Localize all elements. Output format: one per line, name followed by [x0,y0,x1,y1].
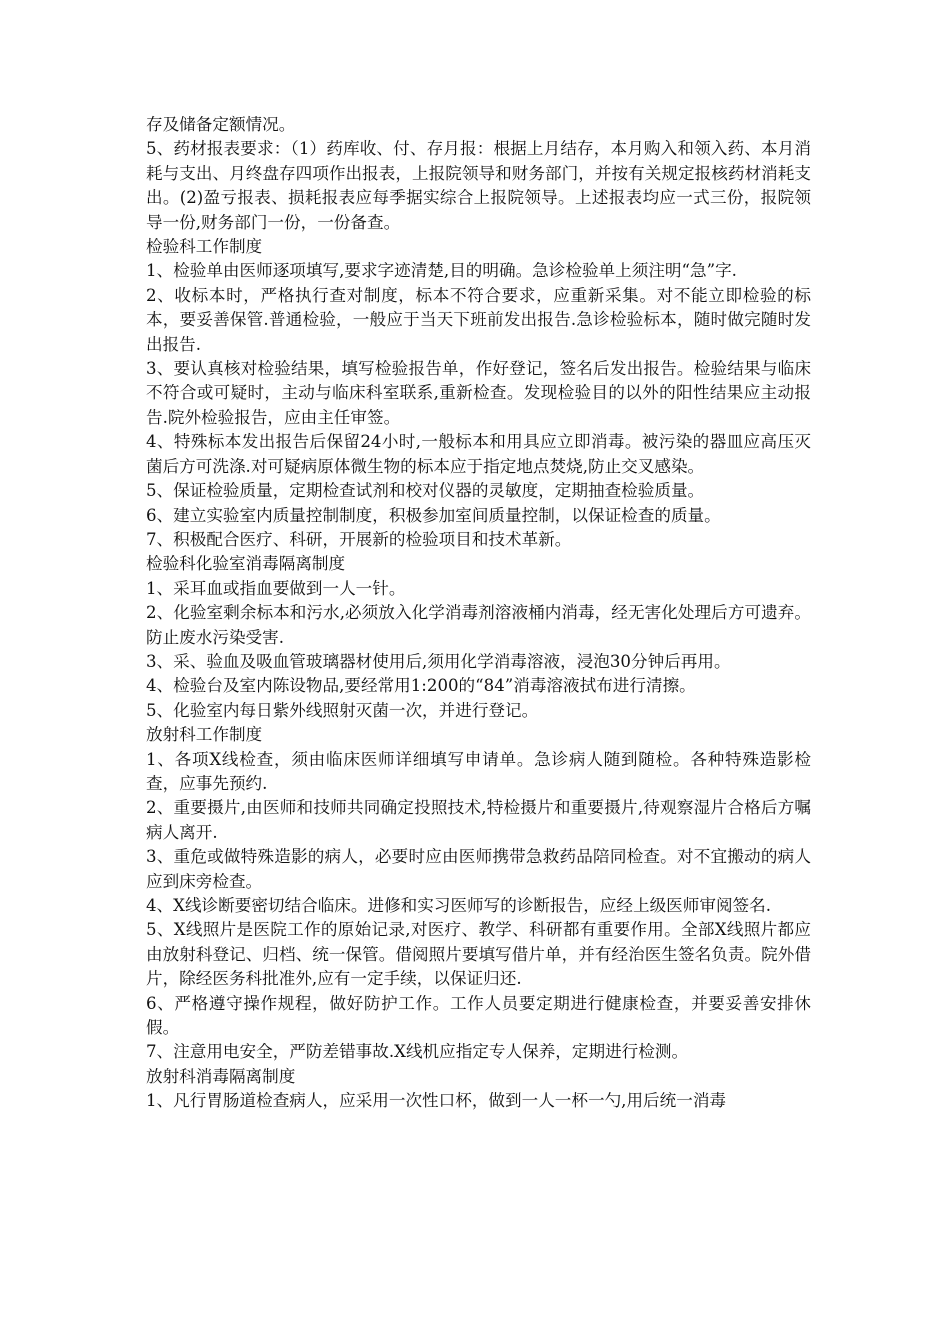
paragraph: 7、注意用电安全，严防差错事故.X线机应指定专人保养，定期进行检测。 [146,1042,689,1062]
paragraph: 5、化验室内每日紫外线照射灭菌一次，并进行登记。 [146,700,539,720]
paragraph: 1、凡行胃肠道检查病人，应采用一次性口杯，做到一人一杯一勺,用后统一消毒 [146,1091,727,1111]
paragraph: 5、保证检验质量，定期检查试剂和校对仪器的灵敏度，定期抽查检验质量。 [146,481,705,501]
paragraph: 5、X线照片是医院工作的原始记录,对医疗、教学、科研都有重要作用。全部X线照片都应由放射科登记、归档、统一保管。借阅照片要填写借片单，并有经治医生签名负责。院外借片，除经医务科批准外,应有一定手续，以保证归还. [146,920,811,989]
paragraph: 2、重要摄片,由医师和技师共同确定投照技术,特检摄片和重要摄片,待观察湿片合格后方嘱病人离开. [146,798,811,842]
paragraph: 7、积极配合医疗、科研，开展新的检验项目和技术革新。 [146,529,572,549]
paragraph: 3、重危或做特殊造影的病人，必要时应由医师携带急救药品陪同检查。对不宜搬动的病人应到床旁检查。 [146,847,811,891]
document-body [146,113,811,1114]
section-heading: 放射科消毒隔离制度 [146,1066,296,1086]
paragraph: 1、采耳血或指血要做到一人一针。 [146,578,406,598]
section-heading: 放射科工作制度 [146,725,263,745]
paragraph: 1、各项X线检查，须由临床医师详细填写申请单。急诊病人随到随检。各种特殊造影检查，应事先预约. [146,749,811,793]
paragraph: 4、特殊标本发出报告后保留24小时,一般标本和用具应立即消毒。被污染的器皿应高压灭菌后方可洗涤.对可疑病原体微生物的标本应于指定地点焚烧,防止交叉感染。 [146,432,811,476]
section-heading: 检验科化验室消毒隔离制度 [146,554,346,574]
paragraph: 3、要认真核对检验结果，填写检验报告单，作好登记，签名后发出报告。检验结果与临床不符合或可疑时，主动与临床科室联系,重新检查。发现检验目的以外的阳性结果应主动报告.院外检验报告，应由主任审签。 [146,359,811,427]
paragraph: 2、收标本时，严格执行查对制度，标本不符合要求，应重新采集。对不能立即检验的标本，要妥善保管.普通检验，一般应于当天下班前发出报告.急诊检验标本，随时做完随时发出报告. [146,285,811,354]
paragraph: 4、检验台及室内陈设物品,要经常用1:200的“84”消毒溶液拭布进行清擦。 [146,676,696,696]
paragraph: 3、采、验血及吸血管玻璃器材使用后,须用化学消毒溶液，浸泡30分钟后再用。 [146,651,731,671]
section-heading: 检验科工作制度 [146,237,263,257]
paragraph: 存及储备定额情况。 [146,115,296,134]
paragraph: 5、药材报表要求：（1）药库收、付、存月报：根据上月结存，本月购入和领入药、本月消耗与支出、月终盘存四项作出报表，上报院领导和财务部门，并按有关规定报核药材消耗支出。(2)盈亏报表、损耗报表应每季据实综合上报院领导。上述报表均应一式三份，报院领导一份,财务部门一份，一份备查。 [146,139,811,232]
paragraph: 2、化验室剩余标本和污水,必须放入化学消毒剂溶液桶内消毒，经无害化处理后方可遗弃。防止废水污染受害. [146,603,811,647]
paragraph: 6、严格遵守操作规程，做好防护工作。工作人员要定期进行健康检查，并要妥善安排休假。 [146,993,811,1038]
paragraph: 4、X线诊断要密切结合临床。进修和实习医师写的诊断报告，应经上级医师审阅签名. [146,896,772,915]
paragraph: 6、建立实验室内质量控制制度，积极参加室间质量控制，以保证检查的质量。 [146,505,721,525]
paragraph: 1、检验单由医师逐项填写,要求字迹清楚,目的明确。急诊检验单上须注明“急”字. [146,261,737,281]
